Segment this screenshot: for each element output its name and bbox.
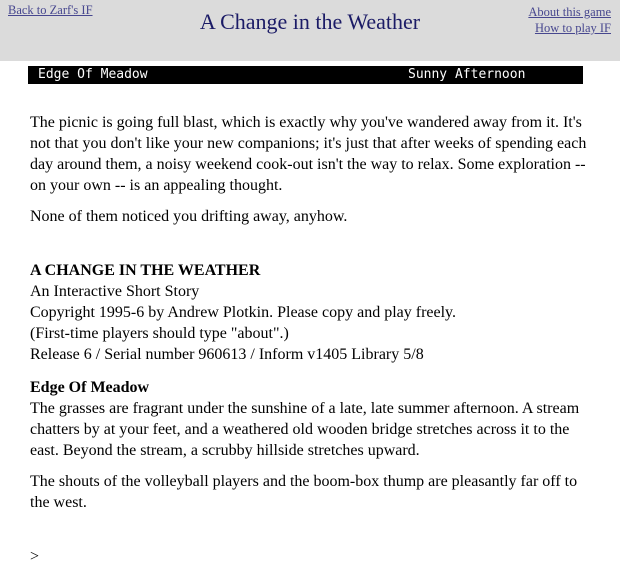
banner-subtitle: An Interactive Short Story [30,283,200,300]
banner-hint: (First-time players should type "about".) [30,325,289,342]
banner-title: A CHANGE IN THE WEATHER [30,262,261,279]
ambient-paragraph: The shouts of the volleyball players and the boom-box thump are pleasantly far off to the west. [30,473,578,511]
header-links [528,4,611,36]
room-description: The grasses are fragrant under the sunshine of a late, late summer afternoon. A stream chatters by at your feet, and a weathered old wooden bridge stretches across it to the east. Beyond the stream, a scrubby hillside stretches upward. [30,400,580,459]
status-bar [28,66,583,84]
about-game-link[interactable]: About this game [528,5,611,19]
how-to-play-link[interactable]: How to play IF [534,21,611,35]
page-header [0,0,620,61]
game-banner [30,260,590,365]
status-location: Edge Of Meadow [38,67,148,82]
command-input[interactable] [45,548,525,566]
room-name [30,377,590,398]
command-prompt-line [30,546,590,567]
status-time: Sunny Afternoon [408,67,526,82]
room-name-text: Edge Of Meadow [30,379,150,396]
game-transcript [30,112,590,567]
banner-release-info: Release 6 / Serial number 960613 / Inform v1405 Library 5/8 [30,346,424,363]
prompt-character: > [30,548,40,565]
intro-paragraph-2: None of them noticed you drifting away, anyhow. [30,208,348,225]
page-title: A Change in the Weather [199,9,421,34]
back-to-zarf-link[interactable]: Back to Zarf's IF [8,3,93,17]
intro-paragraph: The picnic is going full blast, which is exactly why you've wandered away from it. It's not that you don't like your new companions; it's just that after weeks of spending each day around them, a noisy weekend cook-out isn't the way to relax. Some exploration -- on your own -- is an appealing thought. [30,114,587,194]
banner-copyright: Copyright 1995-6 by Andrew Plotkin. Please copy and play freely. [30,304,456,321]
